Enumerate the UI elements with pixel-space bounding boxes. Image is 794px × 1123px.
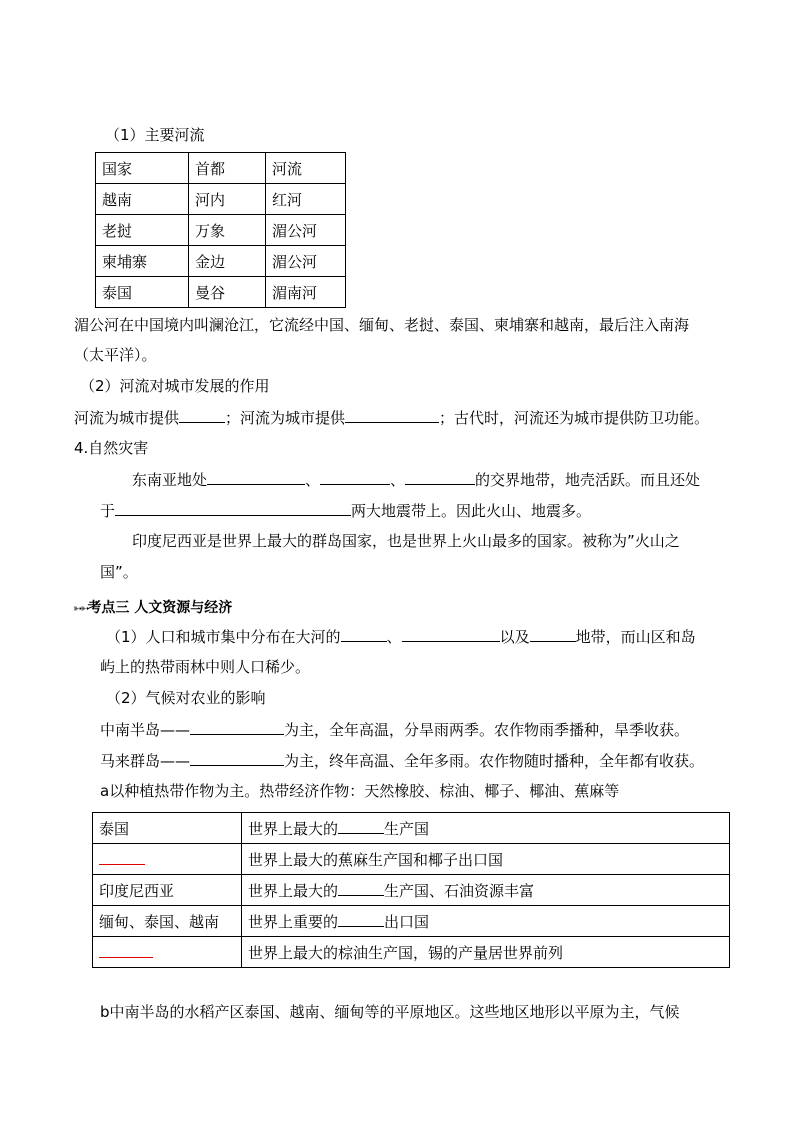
mekong-note-line2: （太平洋）。 [74, 346, 157, 364]
cell-country [93, 937, 242, 968]
header-river: 河流 [266, 153, 346, 184]
cell-country [93, 844, 242, 875]
city-heading: （2）河流对城市发展的作用 [80, 377, 270, 395]
desc-text: 世界上最大的 [248, 819, 339, 838]
desc-text: 世界上最大的 [248, 881, 339, 900]
kd3-heading: 考点三 人文资源与经济 [87, 600, 233, 616]
cell-capital: 金边 [189, 246, 266, 277]
fill-blank [338, 880, 384, 896]
cell-country: 缅甸、泰国、越南 [93, 906, 242, 937]
indochina-line [100, 719, 689, 740]
desc-text: 世界上重要的 [248, 912, 339, 931]
pop-text-a: （1）人口和城市集中分布在大河的 [106, 628, 341, 646]
fill-blank [320, 469, 390, 485]
disaster-text-b: 的交界地带，地壳活跃。而且还处 [475, 471, 701, 489]
indochina-label: 中南半岛—— [100, 721, 191, 739]
indochina-text: 为主，全年高温，分旱雨两季。农作物雨季播种，旱季收获。 [284, 721, 690, 739]
fill-blank [115, 500, 351, 516]
table-row [93, 937, 730, 968]
cell-river: 湄南河 [266, 277, 346, 308]
table-row [93, 906, 730, 937]
fill-blank [530, 626, 576, 642]
disaster-heading: 4.自然灾害 [74, 439, 149, 457]
pop-text-b: 以及 [499, 628, 530, 646]
malay-label: 马来群岛—— [100, 752, 191, 770]
fill-blank [207, 469, 305, 485]
indonesia-line1: 印度尼西亚是世界上最大的群岛国家，也是世界上火山最多的国家。被称为”火山之 [132, 532, 680, 550]
fill-blank [190, 719, 284, 735]
table-row [96, 277, 346, 308]
desc-text: 生产国、石油资源丰富 [384, 881, 535, 900]
rice-line: b中南半岛的水稻产区泰国、越南、缅甸等的平原地区。这些地区地形以平原为主，气候 [100, 1003, 680, 1021]
table-row [93, 875, 730, 906]
table-header-row [96, 153, 346, 184]
fill-blank [338, 911, 384, 927]
population-line1 [106, 626, 696, 647]
disaster-text-c: 于 [100, 502, 116, 520]
city-text-2: ；河流为城市提供 [225, 409, 346, 427]
crops-intro: a以种植热带作物为主。热带经济作物：天然橡胶、棕油、椰子、椰油、蕉麻等 [100, 782, 620, 800]
fill-blank [179, 407, 225, 423]
desc-text: 出口国 [384, 912, 430, 931]
mekong-note-line1: 湄公河在中国境内叫澜沧江，它流经中国、缅甸、老挝、泰国、柬埔寨和越南，最后注入南海 [74, 316, 690, 334]
fill-blank [190, 750, 284, 766]
cell-country: 老挝 [96, 215, 189, 246]
malay-text: 为主，终年高温、全年多雨。农作物随时播种，全年都有收获。 [284, 752, 705, 770]
disaster-text-a: 东南亚地处 [132, 471, 208, 489]
city-line [74, 407, 709, 428]
pop-text-c: 地带，而山区和岛 [575, 628, 696, 646]
cell-desc [242, 875, 730, 906]
cell-capital: 曼谷 [189, 277, 266, 308]
cell-river: 湄公河 [266, 215, 346, 246]
malay-line [100, 750, 704, 771]
table-row [93, 813, 730, 844]
cell-country: 越南 [96, 184, 189, 215]
cell-country: 泰国 [93, 813, 242, 844]
arrow-icon: ➳➳ [73, 602, 88, 615]
agri-heading: （2）气候对农业的影响 [106, 689, 266, 707]
city-text-1: 河流为城市提供 [74, 409, 180, 427]
desc-text: 生产国 [384, 819, 430, 838]
fill-blank [341, 626, 387, 642]
table-row [96, 246, 346, 277]
cell-capital: 万象 [189, 215, 266, 246]
fill-blank [402, 626, 500, 642]
crops-table [92, 812, 730, 968]
header-capital: 首都 [189, 153, 266, 184]
disaster-text-d: 两大地震带上。因此火山、地震多。 [351, 502, 592, 520]
rivers-table [95, 152, 346, 308]
fill-blank [99, 849, 145, 865]
header-country: 国家 [96, 153, 189, 184]
cell-desc [242, 906, 730, 937]
cell-country: 泰国 [96, 277, 189, 308]
fill-blank [338, 818, 384, 834]
separator: 、 [305, 471, 321, 489]
kd3-heading-line [73, 598, 232, 619]
separator: 、 [386, 628, 402, 646]
cell-desc: 世界上最大的蕉麻生产国和椰子出口国 [242, 844, 730, 875]
cell-desc: 世界上最大的棕油生产国，锡的产量居世界前列 [242, 937, 730, 968]
cell-desc [242, 813, 730, 844]
cell-river: 红河 [266, 184, 346, 215]
separator: 、 [390, 471, 406, 489]
disaster-para2 [100, 500, 591, 521]
table-row [96, 184, 346, 215]
city-text-3: ；古代时，河流还为城市提供防卫功能。 [439, 409, 710, 427]
cell-country: 印度尼西亚 [93, 875, 242, 906]
cell-river: 湄公河 [266, 246, 346, 277]
fill-blank [405, 469, 475, 485]
population-line2: 屿上的热带雨林中则人口稀少。 [100, 658, 311, 676]
fill-blank [99, 942, 153, 958]
cell-capital: 河内 [189, 184, 266, 215]
fill-blank [345, 407, 439, 423]
disaster-para1 [132, 469, 700, 490]
table-row [93, 844, 730, 875]
table-row [96, 215, 346, 246]
cell-country: 柬埔寨 [96, 246, 189, 277]
indonesia-line2: 国”。 [100, 563, 138, 581]
rivers-heading: （1）主要河流 [105, 126, 205, 144]
